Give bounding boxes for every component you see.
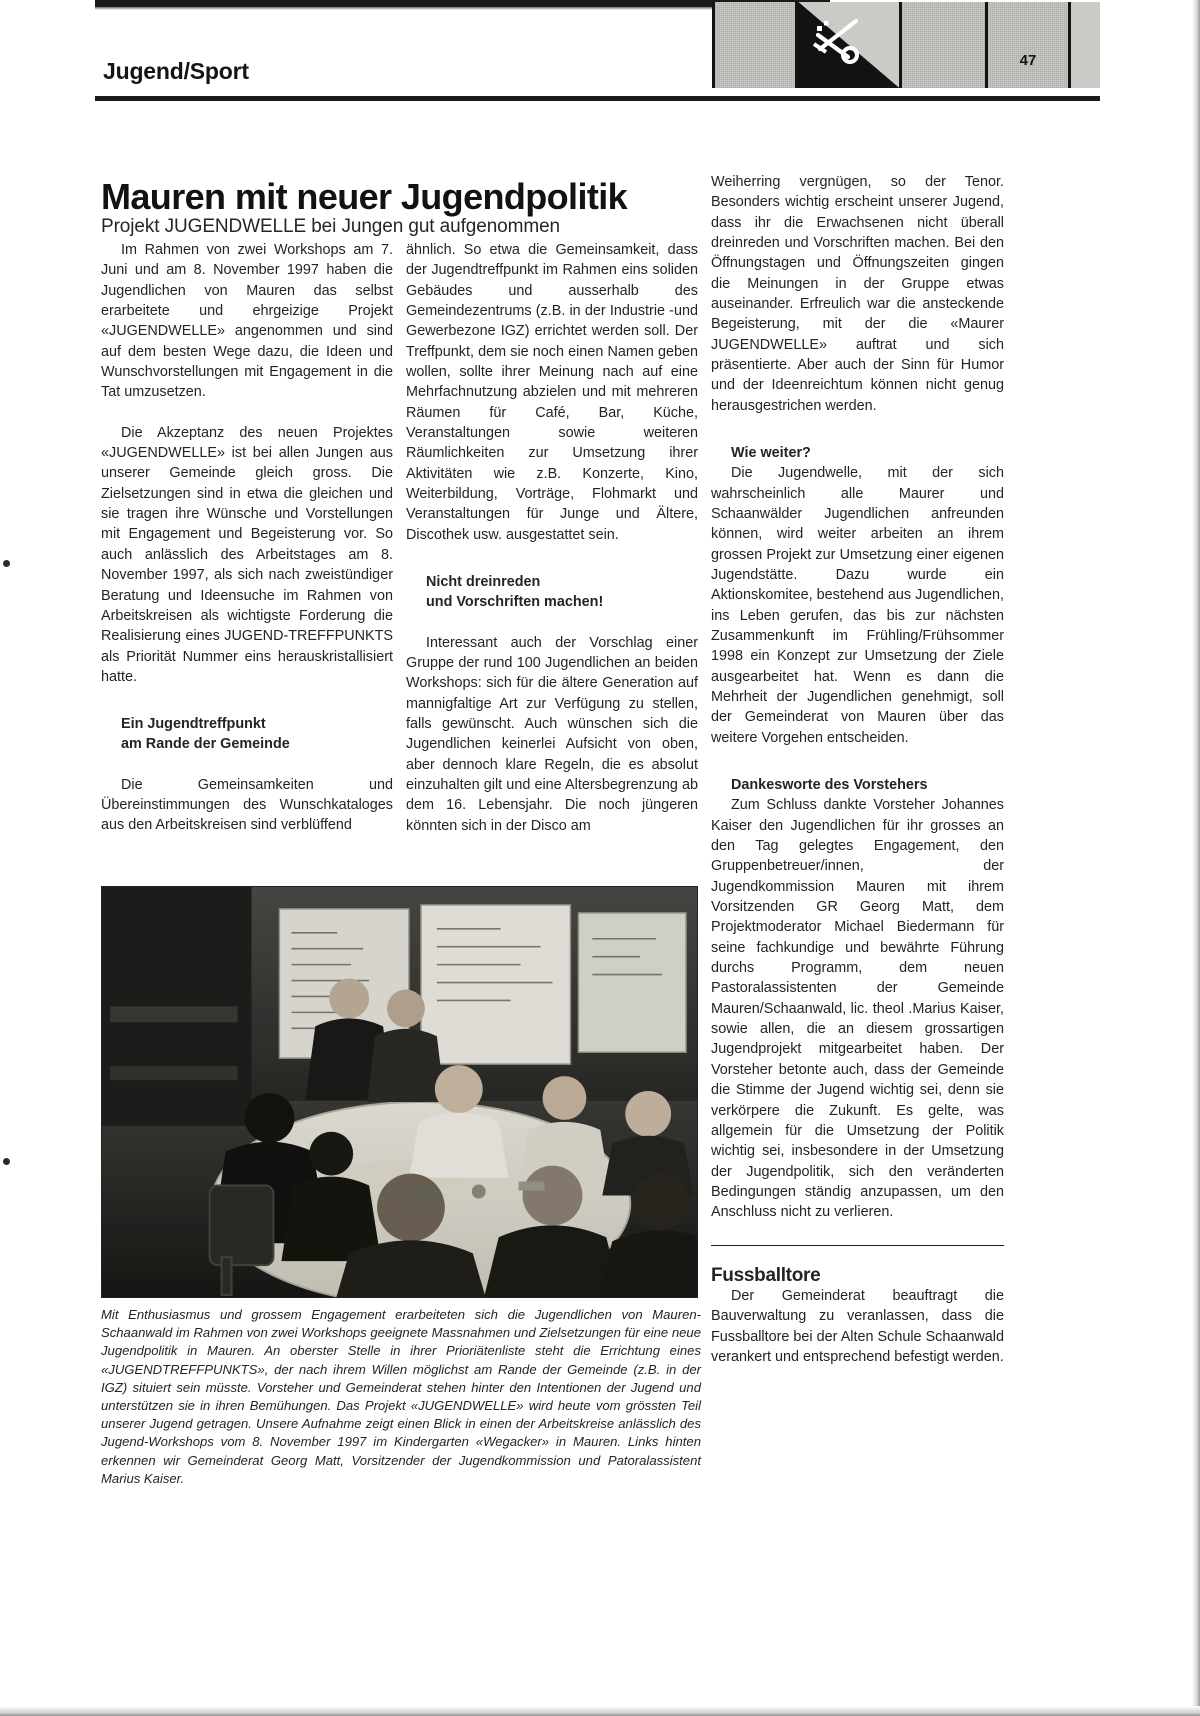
text-column-2 [406, 240, 698, 836]
article-subtitle: Projekt JUGENDWELLE bei Jungen gut aufgenommen [101, 215, 561, 237]
coat-of-arms-sword-key-icon [812, 13, 868, 69]
paragraph: Die Gemeinsamkeiten und Übereinstimmungen des Wunschkataloges aus den Arbeitskreisen sind verblüffend [101, 776, 393, 834]
paragraph: Der Gemeinderat beauftragt die Bauverwaltung zu veranlassen, dass die Fussballtore bei der Alten Schule Schaanwald verankert und entsprechend befestigt werden. [711, 1287, 1004, 1365]
subheading-line: Nicht dreinreden [426, 574, 541, 591]
paragraph: Die Jugendwelle, mit der sich wahrscheinlich alle Maurer und Schaanwälder Jugendlichen anfreunden können, wird weiter arbeiten an ihrem grossen Projekt zur Umsetzung einer eigenen Jugendstätte. Dazu wurde ein Aktionskomitee, bestehend aus Jugendlichen, ins Leben gerufen, das bis zur nächsten Zusammenkunft im Frühling/Frühsommer 1998 ein Konzept zur Umsetzung der Ziele ausgearbeitet hat. Wenn es dann die Mehrheit der Jugendlichen genehmigt, soll der Gemeinderat von Mauren über das weitere Vorgehen entscheiden. [711, 465, 1004, 746]
scan-edge-right [1192, 0, 1200, 1716]
paragraph: Interessant auch der Vorschlag einer Gruppe der rund 100 Jugendlichen an beiden Workshops: sich für die ältere Generation auf mannigfaltige Art zur Verfügung zu stellen, falls gewünscht. Auch wünschen sich die Jugendlichen keinerlei Aufsicht von oben, aber dennoch klare Regeln, die es absolut einzuhalten gilt und eine Altersbegrenzung ab dem 16. Lebensjahr. Die noch jüngeren könnten sich in der Disco am [406, 634, 698, 834]
flag-cell-1 [712, 2, 798, 88]
paragraph: Im Rahmen von zwei Workshops am 7. Juni und am 8. November 1997 haben die Jugendlichen von Mauren das selbst erarbeitete und ehrgeizige Projekt «JUGENDWELLE» angenommen und sind auf dem besten Wege dazu, die Ideen und Wunschvorstellungen mit Engagement in die Tat umzusetzen. [101, 242, 393, 401]
masthead-bottom-rule [95, 96, 1100, 101]
flag-cell-crest [798, 2, 902, 88]
flag-cell-page-number [988, 2, 1071, 88]
text-column-1 [101, 240, 393, 836]
heraldic-flag-band [712, 2, 1100, 88]
page-masthead [0, 0, 1200, 104]
paragraph: Zum Schluss dankte Vorsteher Johannes Kaiser den Jugendlichen für ihr grosses an den Tag gelegtes Engagement, den Gruppenbetreuer/innen, der Jugendkommission Mauren mit ihrem Vorsitzenden GR Georg Matt, dem Projektmoderator Michael Biedermann für seine fachkundige und bewährte Führung durchs Programm, dem neuen Pastoralassistenten der Gemeinde Mauren/Schaanwald, lic. theol .Marius Kaiser, sowie allen, die an diesem grossartigen Jugendprojekt mitgearbeitet haben. Der Vorsteher betonte auch, dass der Gemeinde die Stimme der Jugend wichtig sei, denn sie verkörpere die Zukunft. Es gelte, was allgemein für die Umsetzung der Politik wichtig sei, insbesondere in der Umsetzung der Jugendpolitik, sich den veränderten Bedingungen ständig anzupassen, um den Anschluss nicht zu verlieren. [711, 797, 1004, 1221]
scan-edge-left [0, 0, 14, 1716]
text-column-3 [711, 172, 1004, 1367]
subheading-line: Ein Jugendtreffpunkt [121, 716, 266, 733]
binder-hole-mark [3, 560, 10, 567]
workshop-group-photo [101, 886, 698, 1298]
subheading: Dankesworte des Vorstehers [731, 777, 928, 794]
section-label: Jugend/Sport [103, 58, 249, 84]
paragraph: ähnlich. So etwa die Gemeinsamkeit, dass der Jugendtreffpunkt im Rahmen eins soliden Gebäudes und ausserhalb des Gemeindezentrums (z.B. in der Industrie -und Gewerbezone IGZ) errichtet werden soll. Der Treffpunkt, dem sie noch einen Namen geben wollen, sollte ihrer Meinung nach auf eine Mehrfachnutzung abzielen und mit mehreren Räumen für Café, Bar, Küche, Veranstaltungen sowie weiteren Räumlichkeiten zur Umsetzung ihrer Aktivitäten wie z.B. Konzerte, Kino, Weiterbildung, Vorträge, Flohmarkt und Veranstaltungen für Junge und Ältere, Discothek usw. ausgestattet sein. [406, 242, 698, 543]
subheading-line: am Rande der Gemeinde [121, 736, 290, 753]
subheading: Wie weiter? [731, 445, 811, 462]
paragraph: Die Akzeptanz des neuen Projektes «JUGENDWELLE» ist bei allen Jungen aus unserer Gemeinde gleich gross. Die Zielsetzungen sind in etwa die gleichen und sie tragen ihre Wünsche und Vorstellungen mit Engagement und Begeisterung vor. So auch anlässlich des Arbeitstages am 8. November 1997, als sich nach zweistündiger Beratung und Ideensuche im Rahmen von Arbeitskreisen als wichtigste Forderung die Realisierung eines JUGEND-TREFFPUNKTS als Priorität Nummer eins herauskristallisiert hatte. [101, 424, 393, 685]
page-number: 47 [1019, 52, 1037, 69]
binder-hole-mark [3, 1158, 10, 1165]
subheading-line: und Vorschriften machen! [426, 594, 604, 611]
photo-caption: Mit Enthusiasmus und grossem Engagement erarbeiteten sich die Jugendlichen von Mauren- Schaanwald im Rahmen von zwei Workshops geeignete Massnahmen und Zielsetzungen für eine neue Jugendpolitik in Mauren. An oberster Stelle in ihrer Prioriätenliste steht die Errichtung eines «JUGENDTREFFPUNKTS», der nach ihrem Willen möglichst am Rande der Gemeinde (z.B. in der IGZ) situiert sein müsste. Vorsteher und Gemeinderat stehen hinter den Intentionen der Jugend und unterstützen sie in ihren Bemühungen. Das Projekt «JUGENDWELLE» wird heute vom grössten Teil unserer Jugend getragen. Unsere Aufnahme zeigt einen Blick in einen der Arbeitskreise anlässlich des Jugend-Workshops vom 8. November 1997 im Kindergarten «Wegacker» in Mauren. Links hinten erkennen wir Gemeinderat Georg Matt, Vorsitzender der Jugendkommission und Patoralassistent Marius Kaiser. [101, 1307, 701, 1486]
scan-edge-bottom [0, 1706, 1200, 1716]
section-divider [711, 1245, 1004, 1246]
sidebar-article-heading: Fussballtore [711, 1264, 821, 1286]
flag-cell-3 [902, 2, 988, 88]
paragraph: Weiherring vergnügen, so der Tenor. Besonders wichtig erscheint unserer Jugend, dass ihr die Erwachsenen nicht überall dreinreden und Vorschriften machen. Bei den Öffnungstagen und Öffnungszeiten gingen die Meinungen in der Gruppe etwas auseinander. Erfreulich war die ansteckende Begeisterung, mit der die «Maurer JUGENDWELLE» auftrat und sich präsentierte. Aber auch der Sinn für Humor und der Ideenreichtum können nicht genug herausgestrichen werden. [711, 174, 1004, 414]
article-title: Mauren mit neuer Jugendpolitik [101, 176, 628, 218]
